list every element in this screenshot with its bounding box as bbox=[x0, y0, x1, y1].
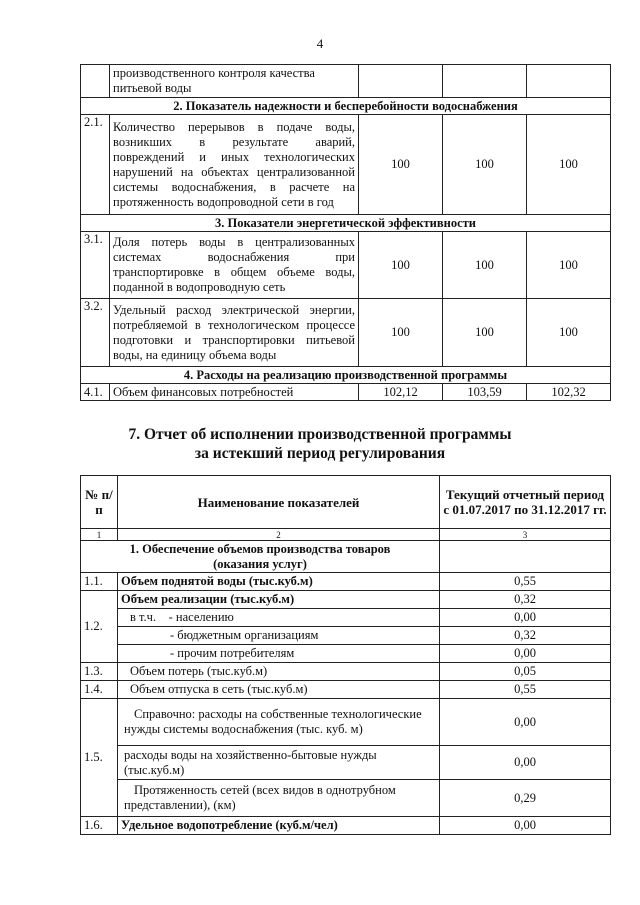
cell-value: 0,29 bbox=[440, 780, 611, 817]
row-number: 1.5. bbox=[81, 699, 118, 817]
subrow-prefix: в т.ч. bbox=[130, 610, 157, 624]
section-row bbox=[81, 541, 611, 573]
row-name: Объем потерь (тыс.куб.м) bbox=[118, 663, 440, 681]
note-label: Справочно: расходы на собственные технологические нужды системы водоснабжения (тыс. куб. м) bbox=[124, 707, 422, 736]
section-row bbox=[81, 367, 611, 384]
table-row bbox=[81, 663, 611, 681]
table-row bbox=[81, 699, 611, 746]
cell-value: 0,00 bbox=[440, 645, 611, 663]
row-name: Количество перерывов в подаче воды, возникших в результате аварий, повреждений и иных технологических нарушений на объектах централизованной системы водоснабжения, в расчете на протяженность водопроводной сети в год bbox=[110, 115, 359, 215]
row-name: - прочим потребителям bbox=[118, 645, 440, 663]
cell-value: 100 bbox=[443, 232, 527, 299]
section-title: 3. Показатели энергетической эффективности bbox=[81, 215, 611, 232]
cell-value: 0,00 bbox=[440, 609, 611, 627]
column-header-name: Наименование показателей bbox=[118, 476, 440, 529]
table-row bbox=[81, 817, 611, 835]
section-row bbox=[81, 98, 611, 115]
row-number: 2.1. bbox=[81, 115, 110, 215]
table-row bbox=[81, 573, 611, 591]
cell-value: 0,05 bbox=[440, 663, 611, 681]
cell-value: 0,32 bbox=[440, 627, 611, 645]
row-number: 1.1. bbox=[81, 573, 118, 591]
cell-value: 103,59 bbox=[443, 384, 527, 401]
row-name: производственного контроля качества питьевой воды bbox=[110, 65, 359, 98]
cell-value: 0,55 bbox=[440, 573, 611, 591]
cell-value: 100 bbox=[527, 232, 611, 299]
row-name bbox=[118, 609, 440, 627]
row-name bbox=[118, 699, 440, 746]
row-name: Удельный расход электрической энергии, потребляемой в технологическом процессе подготовки и транспортировки питьевой воды, на единицу объема воды bbox=[110, 299, 359, 367]
row-name: Объем поднятой воды (тыс.куб.м) bbox=[118, 573, 440, 591]
note-label: Протяженность сетей (всех видов в однотрубном представлении), (км) bbox=[124, 783, 396, 812]
table-row bbox=[81, 780, 611, 817]
section-title: 2. Показатель надежности и бесперебойности водоснабжения bbox=[81, 98, 611, 115]
row-number: 1.2. bbox=[81, 591, 118, 663]
table-row bbox=[81, 627, 611, 645]
row-name: Объем отпуска в сеть (тыс.куб.м) bbox=[118, 681, 440, 699]
cell-value: 100 bbox=[443, 115, 527, 215]
table-row bbox=[81, 232, 611, 299]
table-row bbox=[81, 609, 611, 627]
cell-value: 100 bbox=[359, 232, 443, 299]
page-number: 4 bbox=[316, 36, 324, 51]
subrow-label: - населению bbox=[168, 610, 234, 624]
numbering-row bbox=[81, 529, 611, 541]
section-title: 1. Обеспечение объемов производства товаров (оказания услуг) bbox=[81, 541, 440, 573]
row-number: 3.2. bbox=[81, 299, 110, 367]
cell-value: 100 bbox=[443, 299, 527, 367]
cell-value: 0,00 bbox=[440, 699, 611, 746]
cell-value: 0,32 bbox=[440, 591, 611, 609]
column-header-period: Текущий отчетный период с 01.07.2017 по 31.12.2017 гг. bbox=[440, 476, 611, 529]
heading-line-2: за истекший период регулирования bbox=[194, 445, 446, 462]
column-number: 2 bbox=[118, 529, 440, 541]
cell-value: 102,12 bbox=[359, 384, 443, 401]
table-row bbox=[81, 591, 611, 609]
indicators-table bbox=[80, 64, 611, 401]
row-number: 1.3. bbox=[81, 663, 118, 681]
table-row bbox=[81, 384, 611, 401]
row-name: Удельное водопотребление (куб.м/чел) bbox=[118, 817, 440, 835]
cell-value: 100 bbox=[359, 115, 443, 215]
section-title: 4. Расходы на реализацию производственной программы bbox=[81, 367, 611, 384]
report-table bbox=[80, 475, 611, 835]
table-row bbox=[81, 65, 611, 98]
cell-value: 0,00 bbox=[440, 746, 611, 780]
cell-value: 100 bbox=[527, 299, 611, 367]
row-number: 1.6. bbox=[81, 817, 118, 835]
row-number: 4.1. bbox=[81, 384, 110, 401]
cell-value: 100 bbox=[359, 299, 443, 367]
table-row bbox=[81, 681, 611, 699]
section-row bbox=[81, 215, 611, 232]
row-name: расходы воды на хозяйственно-бытовые нужды (тыс.куб.м) bbox=[118, 746, 440, 780]
row-name bbox=[118, 780, 440, 817]
column-number: 3 bbox=[440, 529, 611, 541]
row-name: Объем реализации (тыс.куб.м) bbox=[118, 591, 440, 609]
table-row bbox=[81, 299, 611, 367]
cell-value: 0,00 bbox=[440, 817, 611, 835]
table-row bbox=[81, 746, 611, 780]
table-row bbox=[81, 115, 611, 215]
row-number: 3.1. bbox=[81, 232, 110, 299]
row-name: Объем финансовых потребностей bbox=[110, 384, 359, 401]
row-name: Доля потерь воды в централизованных системах водоснабжения при транспортировке в общем объеме воды, поданной в водопроводную сеть bbox=[110, 232, 359, 299]
header-row bbox=[81, 476, 611, 529]
table-row bbox=[81, 645, 611, 663]
cell-value: 102,32 bbox=[527, 384, 611, 401]
row-name: - бюджетным организациям bbox=[118, 627, 440, 645]
column-number: 1 bbox=[81, 529, 118, 541]
heading-line-1: 7. Отчет об исполнении производственной программы bbox=[128, 426, 512, 443]
cell-value: 0,55 bbox=[440, 681, 611, 699]
column-header-number: № п/п bbox=[81, 476, 118, 529]
cell-value: 100 bbox=[527, 115, 611, 215]
row-number: 1.4. bbox=[81, 681, 118, 699]
section-heading bbox=[0, 425, 640, 463]
